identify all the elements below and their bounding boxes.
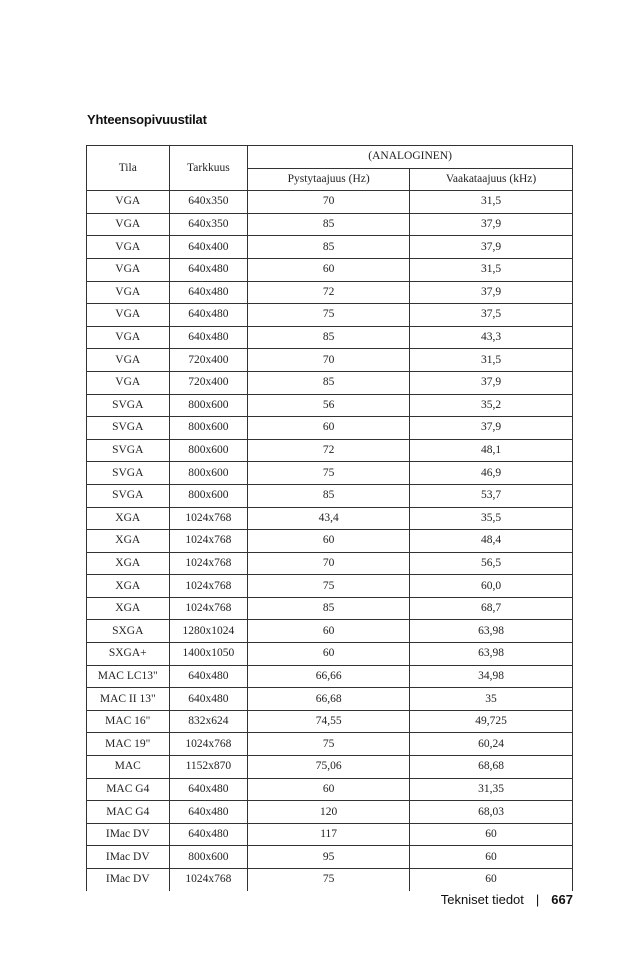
cell-resolution: 800x600: [169, 484, 248, 507]
cell-resolution: 1024x768: [169, 507, 248, 530]
table-row: [87, 552, 573, 575]
cell-horizontal-frequency: 37,9: [410, 213, 573, 236]
cell-vertical-frequency: 70: [248, 191, 410, 214]
cell-horizontal-frequency: 60,24: [410, 733, 573, 756]
table-body: [87, 191, 573, 891]
cell-vertical-frequency: 70: [248, 552, 410, 575]
table-row: [87, 846, 573, 869]
cell-mode: MAC G4: [87, 801, 170, 824]
cell-resolution: 640x480: [169, 665, 248, 688]
cell-resolution: 800x600: [169, 846, 248, 869]
cell-horizontal-frequency: 68,03: [410, 801, 573, 824]
cell-horizontal-frequency: 35: [410, 688, 573, 711]
cell-horizontal-frequency: 53,7: [410, 484, 573, 507]
cell-horizontal-frequency: 35,5: [410, 507, 573, 530]
cell-mode: MAC G4: [87, 778, 170, 801]
header-analog-group: (ANALOGINEN): [248, 146, 573, 169]
cell-mode: SVGA: [87, 484, 170, 507]
table-row: [87, 304, 573, 327]
cell-resolution: 1024x768: [169, 530, 248, 553]
cell-vertical-frequency: 60: [248, 620, 410, 643]
cell-horizontal-frequency: 31,5: [410, 258, 573, 281]
cell-mode: VGA: [87, 326, 170, 349]
cell-mode: IMac DV: [87, 869, 170, 891]
cell-vertical-frequency: 75: [248, 869, 410, 891]
cell-vertical-frequency: 85: [248, 236, 410, 259]
cell-horizontal-frequency: 37,9: [410, 371, 573, 394]
cell-vertical-frequency: 60: [248, 643, 410, 666]
cell-mode: IMac DV: [87, 823, 170, 846]
cell-vertical-frequency: 60: [248, 417, 410, 440]
cell-vertical-frequency: 75: [248, 575, 410, 598]
cell-mode: VGA: [87, 258, 170, 281]
footer-separator: |: [535, 892, 540, 907]
table-row: [87, 484, 573, 507]
cell-resolution: 800x600: [169, 462, 248, 485]
table-row: [87, 530, 573, 553]
cell-vertical-frequency: 95: [248, 846, 410, 869]
cell-vertical-frequency: 72: [248, 281, 410, 304]
cell-vertical-frequency: 75: [248, 462, 410, 485]
cell-vertical-frequency: 85: [248, 484, 410, 507]
cell-horizontal-frequency: 37,9: [410, 281, 573, 304]
cell-vertical-frequency: 66,68: [248, 688, 410, 711]
cell-resolution: 640x480: [169, 778, 248, 801]
table-row: [87, 620, 573, 643]
table-row: [87, 371, 573, 394]
cell-mode: VGA: [87, 304, 170, 327]
cell-horizontal-frequency: 56,5: [410, 552, 573, 575]
cell-horizontal-frequency: 63,98: [410, 620, 573, 643]
cell-resolution: 640x480: [169, 326, 248, 349]
table-row: [87, 597, 573, 620]
cell-horizontal-frequency: 37,5: [410, 304, 573, 327]
cell-vertical-frequency: 85: [248, 326, 410, 349]
cell-resolution: 720x400: [169, 371, 248, 394]
cell-resolution: 640x480: [169, 823, 248, 846]
cell-resolution: 640x350: [169, 191, 248, 214]
table-row: [87, 507, 573, 530]
cell-mode: SVGA: [87, 462, 170, 485]
cell-horizontal-frequency: 60: [410, 823, 573, 846]
table-row: [87, 869, 573, 891]
compatibility-modes-table: [86, 145, 573, 891]
cell-resolution: 640x480: [169, 281, 248, 304]
header-mode: Tila: [87, 146, 170, 191]
section-title: Yhteensopivuustilat: [87, 112, 207, 127]
cell-resolution: 800x600: [169, 417, 248, 440]
cell-mode: VGA: [87, 213, 170, 236]
header-resolution: Tarkkuus: [169, 146, 248, 191]
cell-horizontal-frequency: 60: [410, 869, 573, 891]
footer-section-name: Tekniset tiedot: [440, 892, 524, 907]
table-row: [87, 394, 573, 417]
table-row: [87, 258, 573, 281]
cell-vertical-frequency: 72: [248, 439, 410, 462]
cell-resolution: 640x480: [169, 688, 248, 711]
cell-horizontal-frequency: 46,9: [410, 462, 573, 485]
cell-mode: XGA: [87, 597, 170, 620]
cell-vertical-frequency: 120: [248, 801, 410, 824]
cell-horizontal-frequency: 43,3: [410, 326, 573, 349]
table-row: [87, 349, 573, 372]
cell-vertical-frequency: 117: [248, 823, 410, 846]
cell-resolution: 800x600: [169, 394, 248, 417]
cell-horizontal-frequency: 31,5: [410, 349, 573, 372]
cell-resolution: 640x480: [169, 304, 248, 327]
cell-mode: XGA: [87, 530, 170, 553]
cell-horizontal-frequency: 31,35: [410, 778, 573, 801]
cell-resolution: 1400x1050: [169, 643, 248, 666]
table-row: [87, 733, 573, 756]
cell-resolution: 640x480: [169, 258, 248, 281]
table-row: [87, 236, 573, 259]
cell-resolution: 720x400: [169, 349, 248, 372]
table-row: [87, 462, 573, 485]
table-row: [87, 417, 573, 440]
cell-mode: MAC: [87, 756, 170, 779]
cell-resolution: 1024x768: [169, 575, 248, 598]
cell-resolution: 1152x870: [169, 756, 248, 779]
cell-mode: XGA: [87, 575, 170, 598]
cell-mode: VGA: [87, 371, 170, 394]
header-horizontal-frequency: Vaakataajuus (kHz): [410, 168, 573, 191]
table-row: [87, 213, 573, 236]
cell-mode: MAC II 13": [87, 688, 170, 711]
cell-mode: MAC 16": [87, 710, 170, 733]
cell-resolution: 800x600: [169, 439, 248, 462]
cell-mode: MAC 19": [87, 733, 170, 756]
cell-vertical-frequency: 75: [248, 733, 410, 756]
cell-horizontal-frequency: 37,9: [410, 236, 573, 259]
page-number: 667: [551, 892, 573, 907]
cell-horizontal-frequency: 60,0: [410, 575, 573, 598]
cell-mode: XGA: [87, 552, 170, 575]
cell-mode: VGA: [87, 191, 170, 214]
cell-mode: SVGA: [87, 394, 170, 417]
cell-resolution: 1280x1024: [169, 620, 248, 643]
cell-horizontal-frequency: 68,7: [410, 597, 573, 620]
cell-vertical-frequency: 75,06: [248, 756, 410, 779]
cell-vertical-frequency: 66,66: [248, 665, 410, 688]
cell-mode: SVGA: [87, 417, 170, 440]
table-header: [87, 146, 573, 191]
cell-horizontal-frequency: 60: [410, 846, 573, 869]
cell-mode: VGA: [87, 236, 170, 259]
table-row: [87, 756, 573, 779]
cell-horizontal-frequency: 37,9: [410, 417, 573, 440]
cell-horizontal-frequency: 68,68: [410, 756, 573, 779]
table-row: [87, 688, 573, 711]
cell-horizontal-frequency: 49,725: [410, 710, 573, 733]
cell-resolution: 640x350: [169, 213, 248, 236]
cell-resolution: 640x480: [169, 801, 248, 824]
cell-horizontal-frequency: 35,2: [410, 394, 573, 417]
table-row: [87, 823, 573, 846]
cell-vertical-frequency: 60: [248, 258, 410, 281]
cell-mode: XGA: [87, 507, 170, 530]
cell-vertical-frequency: 85: [248, 597, 410, 620]
table-row: [87, 710, 573, 733]
cell-vertical-frequency: 43,4: [248, 507, 410, 530]
table-row: [87, 439, 573, 462]
cell-resolution: 1024x768: [169, 552, 248, 575]
table-row: [87, 801, 573, 824]
cell-vertical-frequency: 74,55: [248, 710, 410, 733]
cell-vertical-frequency: 60: [248, 530, 410, 553]
cell-mode: MAC LC13": [87, 665, 170, 688]
cell-mode: VGA: [87, 349, 170, 372]
cell-horizontal-frequency: 48,4: [410, 530, 573, 553]
page-footer: [441, 892, 573, 907]
cell-horizontal-frequency: 31,5: [410, 191, 573, 214]
cell-vertical-frequency: 85: [248, 213, 410, 236]
cell-mode: SXGA: [87, 620, 170, 643]
table-row: [87, 281, 573, 304]
cell-resolution: 640x400: [169, 236, 248, 259]
cell-horizontal-frequency: 48,1: [410, 439, 573, 462]
cell-vertical-frequency: 70: [248, 349, 410, 372]
cell-horizontal-frequency: 63,98: [410, 643, 573, 666]
cell-mode: SXGA+: [87, 643, 170, 666]
table-row: [87, 778, 573, 801]
cell-vertical-frequency: 60: [248, 778, 410, 801]
cell-resolution: 1024x768: [169, 597, 248, 620]
cell-horizontal-frequency: 34,98: [410, 665, 573, 688]
header-vertical-frequency: Pystytaajuus (Hz): [248, 168, 410, 191]
table-row: [87, 191, 573, 214]
cell-vertical-frequency: 56: [248, 394, 410, 417]
cell-mode: SVGA: [87, 439, 170, 462]
cell-vertical-frequency: 85: [248, 371, 410, 394]
cell-resolution: 1024x768: [169, 869, 248, 891]
cell-vertical-frequency: 75: [248, 304, 410, 327]
cell-resolution: 1024x768: [169, 733, 248, 756]
table-row: [87, 665, 573, 688]
table-row: [87, 643, 573, 666]
table-row: [87, 326, 573, 349]
cell-mode: VGA: [87, 281, 170, 304]
cell-resolution: 832x624: [169, 710, 248, 733]
table-row: [87, 575, 573, 598]
cell-mode: IMac DV: [87, 846, 170, 869]
